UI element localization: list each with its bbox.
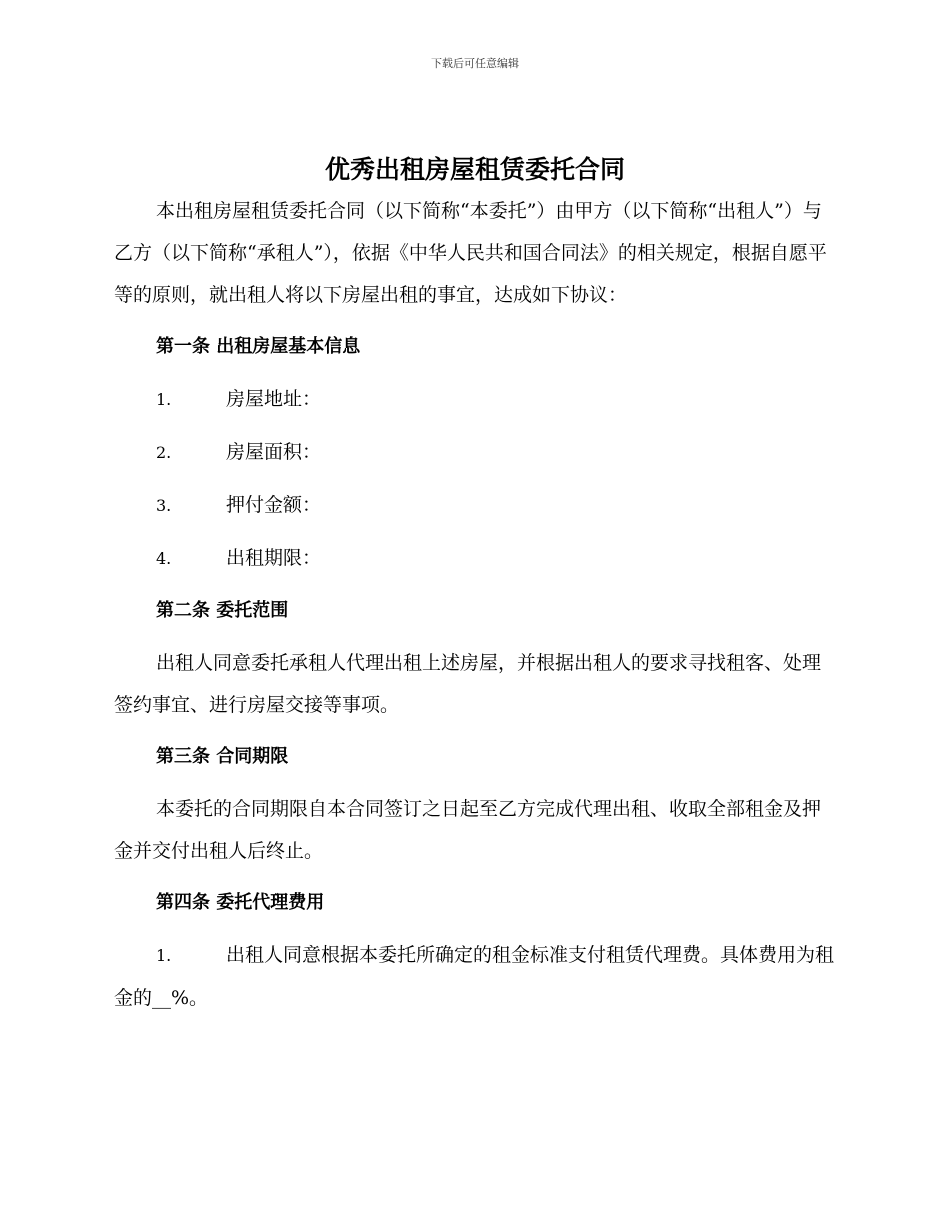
document-title: 优秀出租房屋租赁委托合同 [324, 155, 625, 184]
list-item [114, 484, 834, 527]
list-item [114, 378, 834, 421]
list-item-text: 出租期限： [226, 547, 322, 569]
list-item-text: 出租人同意根据本委托所确定的租金标准支付租赁代理费。具体费用为租金的__%。 [114, 944, 835, 1009]
list-item [114, 537, 834, 580]
article1-heading: 第一条 出租房屋基本信息 [156, 336, 361, 357]
intro-paragraph: 本出租房屋租赁委托合同（以下简称“本委托”）由甲方（以下简称“出租人”）与乙方（以下简称“承租人”），依据《中华人民共和国合同法》的相关规定，根据自愿平等的原则，就出租人将以下房屋出租的事宜，达成如下协议： [114, 200, 827, 306]
article4-heading: 第四条 委托代理费用 [156, 892, 325, 913]
list-item-number: 1. [156, 946, 172, 965]
list-item [114, 934, 834, 1019]
header-note: 下载后可任意编辑 [431, 57, 519, 70]
list-item-text: 房屋面积： [226, 441, 322, 463]
list-item-number: 3. [156, 496, 172, 515]
document-body [114, 190, 834, 1029]
list-item-number: 1. [156, 390, 172, 409]
list-item-text: 押付金额： [226, 494, 322, 516]
list-item [114, 431, 834, 474]
list-item-number: 2. [156, 443, 172, 462]
article2-heading: 第二条 委托范围 [156, 600, 289, 621]
article3-body: 本委托的合同期限自本合同签订之日起至乙方完成代理出租、收取全部租金及押金并交付出租人后终止。 [114, 798, 822, 862]
list-item-text: 房屋地址： [226, 388, 322, 410]
article2-body: 出租人同意委托承租人代理出租上述房屋，并根据出租人的要求寻找租客、处理签约事宜、进行房屋交接等事项。 [114, 652, 822, 716]
list-item-number: 4. [156, 549, 172, 568]
article3-heading: 第三条 合同期限 [156, 746, 289, 767]
